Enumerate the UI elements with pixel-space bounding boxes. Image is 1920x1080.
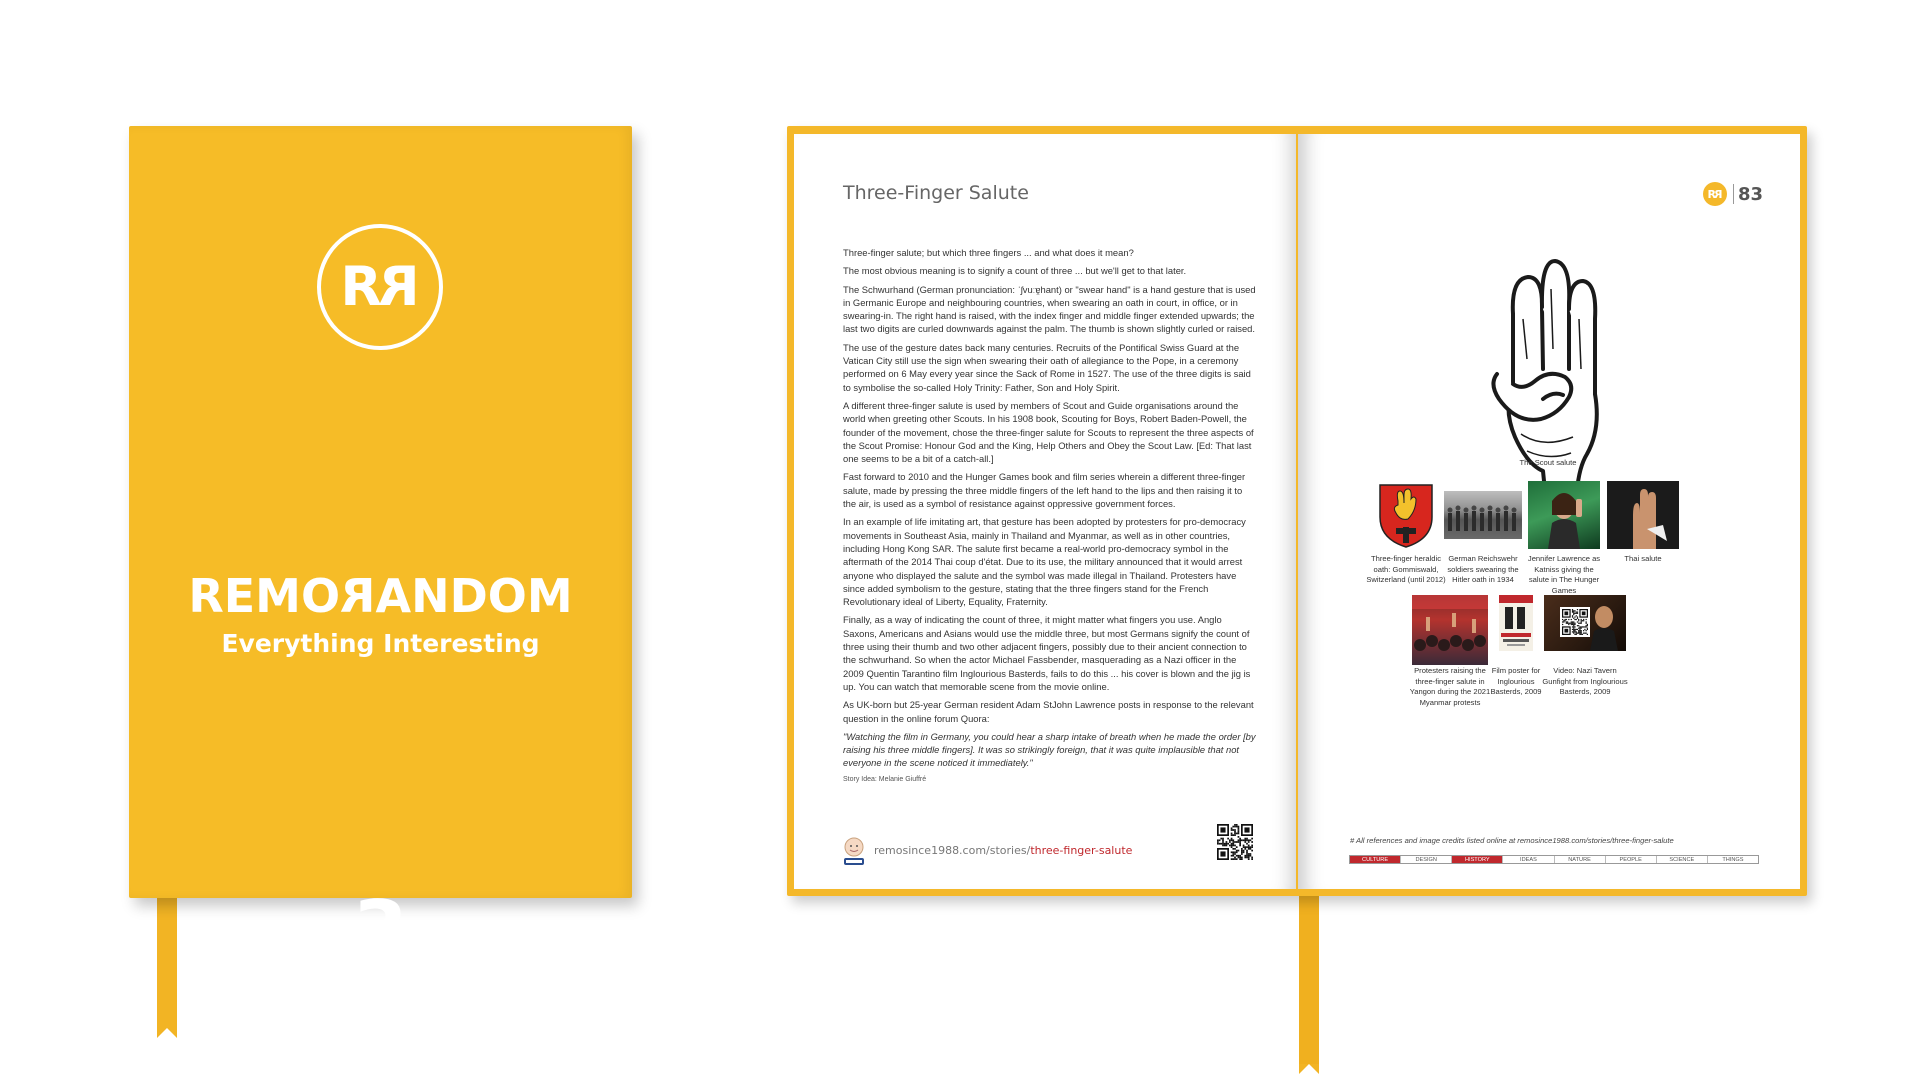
caption-lawrence: Jennifer Lawrence as Katniss giving the salute in The Hunger Games xyxy=(1527,554,1601,595)
category-nature: NATURE xyxy=(1555,856,1606,863)
heraldic-shield-image xyxy=(1372,481,1440,549)
video-thumbnail[interactable] xyxy=(1544,595,1626,651)
open-book xyxy=(787,126,1807,896)
category-design: DESIGN xyxy=(1401,856,1452,863)
left-page xyxy=(794,134,1296,889)
header-divider xyxy=(1733,184,1734,204)
story-paragraph: A different three-finger salute is used by members of Scout and Guide organisations around the world when greeting other Scouts. In his 1908 book, Scouting for Boys, Robert Baden-Powell, the founder of the movement, chose the three-finger salute for Scouts to represent the three aspects of the Scout Promise: Honour God and the King, Help Others and Obey the Scout Law. [Ed: That last one seems to be a bit of a catch-all.] xyxy=(843,399,1254,465)
cover-title: REMORANDOM xyxy=(188,569,573,623)
story-quote: "Watching the film in Germany, you could hear a sharp intake of breath when he made the order [by raising his three middle fingers]. It was so strikingly foreign, that it was quite implausible that not everyone in the scene noticed it immediately." xyxy=(843,730,1256,769)
cover-volume-number: 3 xyxy=(352,884,409,977)
caption-reichswehr: German Reichswehr soldiers swearing the Hitler oath in 1934 xyxy=(1447,554,1519,585)
qr-code[interactable] xyxy=(1217,824,1253,860)
mini-logo-icon: R R xyxy=(1703,182,1727,206)
story-paragraph: Finally, as a way of indicating the count of three, it might matter what fingers you use. Anglo Saxons, Americans and Asians would use the middle three, but most Germans signify the count of three using their thumb and two other adjacent fingers, possibly due to their ancient connection to the schwurhand. So when the actor Michael Fassbender, masquerading as a Nazi officer in the 2009 Quentin Tarantino film Inglourious Basterds, fails to do this ... his cover is blown and the jig is up. You can watch that memorable scene from the movie online. xyxy=(843,614,1251,692)
closed-book xyxy=(129,126,632,977)
cover-logo xyxy=(317,224,443,350)
category-bar xyxy=(1349,855,1759,864)
story-text xyxy=(843,246,1257,786)
caption-protesters: Protesters raising the three-finger salute in Yangon during the 2021 Myanmar protests xyxy=(1409,666,1491,707)
story-idea-credit: Story Idea: Melanie Giuffré xyxy=(843,775,927,783)
story-url-slug: three-finger-salute xyxy=(1030,844,1133,857)
story-paragraph: The use of the gesture dates back many centuries. Recruits of the Pontifical Swiss Guard at the Vatican City still use the sign when swearing their oath of allegiance to the Pope, in a ceremony performed on 6 May every year since the Sack of Rome in 1527. The use of the three digits is said to symbolise the so-called Holy Trinity: Father, Son and Holy Spirit. xyxy=(843,341,1251,393)
caption-thai: Thai salute xyxy=(1624,554,1662,563)
book-cover xyxy=(129,126,632,977)
caption-poster: Film poster for Inglourious Basterds, 2009 xyxy=(1490,666,1542,697)
thai-salute-photo xyxy=(1607,481,1679,549)
cover-subtitle: Everything Interesting xyxy=(221,629,540,658)
story-paragraph: In an example of life imitating art, that gesture has been adopted by protesters for pro-democracy movements in Southeast Asia, mainly in Thailand and Myanmar, as well as in other countries, including Hong Kong SAR. The salute first became a real-world pro-democracy symbol in the aftermath of the 2014 Thai coup d'état. Due to its use, the military announced that it would arrest anyone who displayed the salute and the symbol was made illegal in Thailand. Protesters have since added symbolism to the gesture, stating that the three fingers stand for the French Revolutionary ideal of Liberty, Equality, Fraternity. xyxy=(843,516,1246,608)
reichswehr-photo xyxy=(1444,491,1522,539)
category-ideas: IDEAS xyxy=(1503,856,1554,863)
cover-logo-text: R R xyxy=(340,255,420,318)
right-page xyxy=(1298,134,1800,889)
caption-heraldic: Three-finger heraldic oath: Gommiswald, Switzerland (until 2012) xyxy=(1366,554,1446,585)
author-badge-icon xyxy=(841,837,867,867)
hunger-games-photo xyxy=(1528,481,1600,549)
category-culture: CULTURE xyxy=(1350,856,1401,863)
story-paragraph: The Schwurhand (German pronunciation: ˈʃvuːɐ̯hant) or "swear hand" is a hand gesture that is used in Germanic Europe and neighbouring countries, when swearing an oath in court, in office, or in swearing-in. The right hand is raised, with the index finger and middle finger extended upwards; the last two digits are curled downwards against the palm. The thumb is shown slightly curled or raised. xyxy=(843,283,1256,335)
page-number: 83 xyxy=(1737,183,1763,205)
category-science: SCIENCE xyxy=(1657,856,1708,863)
story-title: Three-Finger Salute xyxy=(843,182,1029,204)
category-things: THINGS xyxy=(1722,857,1744,863)
film-poster-image xyxy=(1499,595,1533,651)
story-paragraph: Three-finger salute; but which three fingers ... and what does it mean? xyxy=(843,247,1134,258)
category-history: HISTORY xyxy=(1452,856,1503,863)
page-header xyxy=(1703,182,1763,206)
bookmark-ribbon xyxy=(1299,894,1319,1064)
story-paragraph: Fast forward to 2010 and the Hunger Games book and film series wherein a different three-finger salute, made by pressing the three middle fingers of the left hand to the lips and then raising it to the air, is used as a symbol of resistance against oppressive government forces. xyxy=(843,471,1246,510)
hand-caption: The Scout salute xyxy=(1519,458,1577,467)
story-paragraph: As UK-born but 25-year German resident Adam StJohn Lawrence posts in response to the relevant question in the online forum Quora: xyxy=(843,699,1254,724)
myanmar-protest-photo xyxy=(1412,595,1488,665)
scout-salute-hand-icon xyxy=(1483,259,1613,491)
caption-video: Video: Nazi Tavern Gunfight from Inglourious Basterds, 2009 xyxy=(1542,666,1628,697)
story-paragraph: The most obvious meaning is to signify a count of three ... but we'll get to that later. xyxy=(843,265,1187,277)
category-people: PEOPLE xyxy=(1606,856,1657,863)
story-url-base: remosince1988.com/stories/ xyxy=(874,844,1031,857)
references-note: # All references and image credits listed online at remosince1988.com/stories/three-finger-salute xyxy=(1350,836,1674,845)
story-url[interactable] xyxy=(874,844,1132,857)
